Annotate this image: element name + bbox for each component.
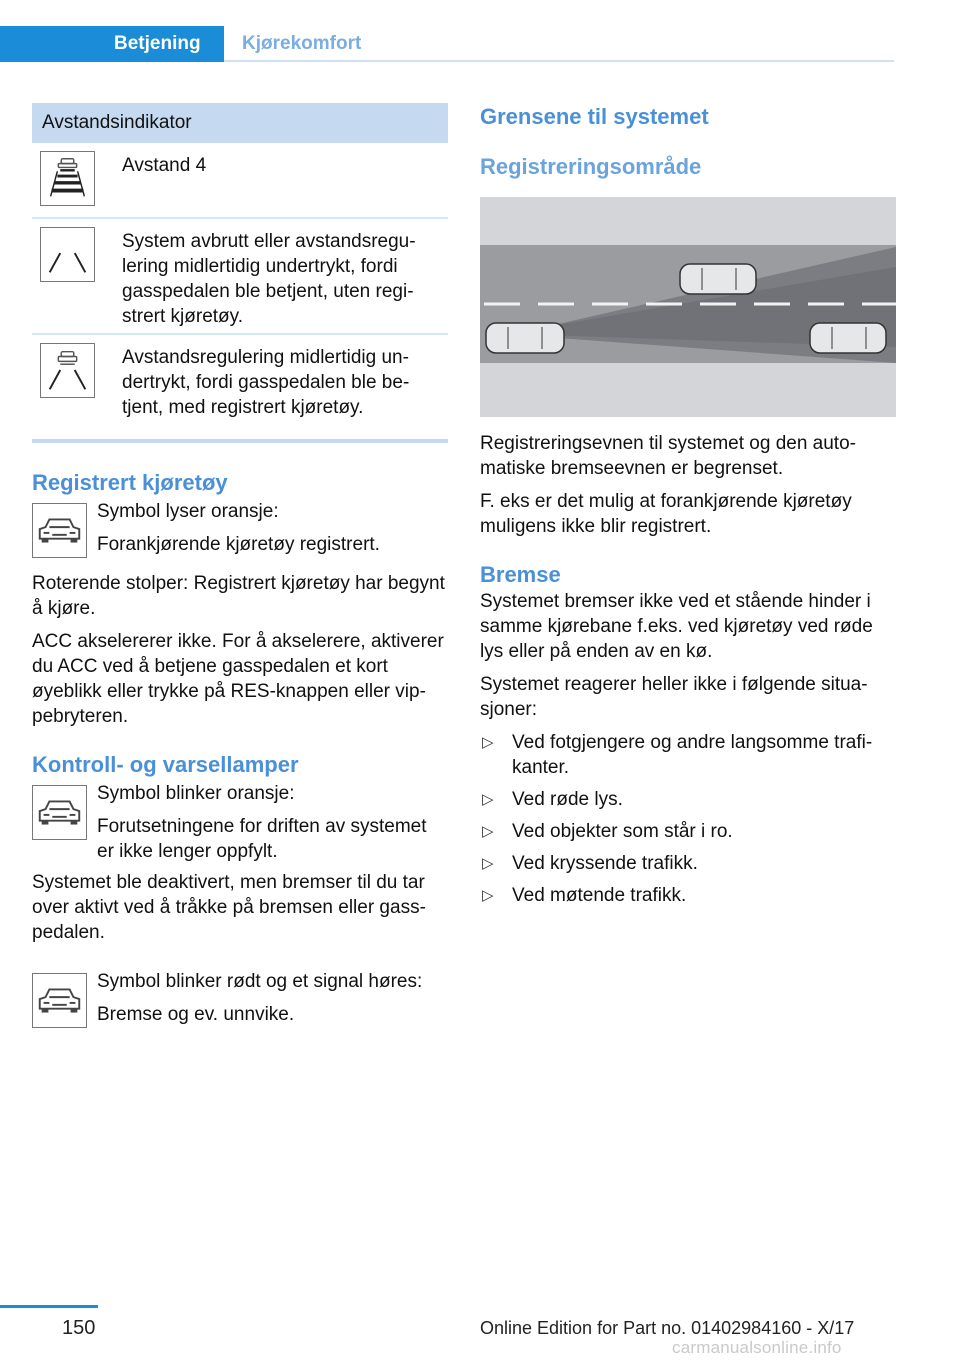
road-illustration bbox=[480, 197, 896, 417]
paragraph: Registreringsevnen til systemet og den automatiske bremseevnen er begrenset. bbox=[480, 433, 856, 479]
symbol-text: Bremse og ev. unnvike. bbox=[97, 1004, 295, 1025]
paragraph: F. eks er det mulig at forankjørende kjøretøy muligens ikke blir registrert. bbox=[480, 491, 852, 537]
list-item: ▷ Ved kryssende trafikk. bbox=[482, 853, 698, 874]
table-cell-text: Avstandsregulering midlertidig undertrykt, fordi gasspedalen ble betjent, med registrert kjøretøy. bbox=[122, 347, 410, 418]
symbol-text: Symbol blinker oransje: bbox=[97, 783, 295, 804]
footer-rule bbox=[0, 1305, 98, 1308]
distance-4-icon bbox=[40, 151, 95, 206]
detection-range-illustration bbox=[480, 197, 896, 417]
list-item: ▷ Ved objekter som står i ro. bbox=[482, 821, 733, 842]
tab-betjening[interactable]: Betjening bbox=[0, 26, 224, 62]
right-column bbox=[480, 103, 896, 915]
paragraph: Roterende stolper: Registrert kjøretøy har begynt å kjøre. bbox=[32, 573, 445, 619]
section-heading: Bremse bbox=[480, 562, 561, 587]
table-row bbox=[32, 335, 448, 427]
header-rule bbox=[224, 60, 894, 62]
table-cell-text: System avbrutt eller avstandsregulering midlertidig undertrykt, fordi gasspedalen ble betjent, uten registrert kjøretøy. bbox=[122, 231, 416, 327]
table-cell-text: Avstand 4 bbox=[122, 155, 207, 176]
page-number: 150 bbox=[62, 1317, 96, 1339]
car-icon bbox=[32, 785, 87, 840]
triangle-bullet-icon: ▷ bbox=[482, 887, 494, 904]
car-icon bbox=[32, 973, 87, 1028]
distance-indicator-table bbox=[32, 103, 448, 443]
lane-car-icon bbox=[40, 343, 95, 398]
paragraph: Systemet bremser ikke ved et stående hinder i samme kjørebane f.eks. ved kjøretøy ved røde lys eller på enden av en kø. bbox=[480, 591, 873, 662]
table-end-rule bbox=[32, 439, 448, 443]
left-column bbox=[32, 103, 448, 1035]
symbol-text: Forankjørende kjøretøy registrert. bbox=[97, 534, 380, 555]
edition-text: Online Edition for Part no. 01402984160 - X/17 bbox=[480, 1318, 855, 1338]
section-heading: Grensene til systemet bbox=[480, 104, 709, 129]
section-heading: Registrert kjøretøy bbox=[32, 470, 228, 495]
table-row bbox=[32, 143, 448, 219]
section-subheading: Registreringsområde bbox=[480, 154, 702, 179]
paragraph: Systemet ble deaktivert, men bremser til du tar over aktivt ved å tråkke på bremsen eller gasspedalen. bbox=[32, 872, 426, 943]
triangle-bullet-icon: ▷ bbox=[482, 855, 494, 872]
section-heading: Kontroll- og varsellamper bbox=[32, 752, 299, 777]
watermark: carmanualsonline.info bbox=[672, 1338, 842, 1357]
table-header: Avstandsindikator bbox=[32, 103, 448, 143]
paragraph: ACC akselererer ikke. For å akselerere, aktiverer du ACC ved å betjene gasspedalen et kort øyeblikk eller trykke på RES-knappen eller vippebryteren. bbox=[32, 631, 444, 727]
symbol-text: Symbol lyser oransje: bbox=[97, 501, 279, 522]
symbol-description bbox=[32, 781, 448, 872]
triangle-bullet-icon: ▷ bbox=[482, 823, 494, 840]
lane-lines-icon bbox=[40, 227, 95, 282]
triangle-bullet-icon: ▷ bbox=[482, 791, 494, 808]
bullet-list bbox=[480, 730, 896, 908]
list-item: ▷ Ved møtende trafikk. bbox=[482, 885, 687, 906]
header-bar bbox=[0, 0, 960, 62]
tab-kjorekomfort[interactable]: Kjørekomfort bbox=[242, 33, 362, 54]
symbol-text: Forutsetningene for driften av systemet er ikke lenger oppfylt. bbox=[97, 816, 427, 862]
table-row bbox=[32, 219, 448, 335]
triangle-bullet-icon: ▷ bbox=[482, 734, 494, 751]
paragraph: Systemet reagerer heller ikke i følgende situasjoner: bbox=[480, 674, 868, 720]
list-item: ▷ Ved røde lys. bbox=[482, 789, 623, 810]
symbol-description bbox=[32, 969, 448, 1035]
symbol-text: Symbol blinker rødt og et signal høres: bbox=[97, 971, 423, 992]
symbol-description bbox=[32, 499, 448, 565]
car-icon bbox=[32, 503, 87, 558]
list-item: ▷ Ved fotgjengere og andre langsomme trafikanter. bbox=[482, 732, 873, 778]
